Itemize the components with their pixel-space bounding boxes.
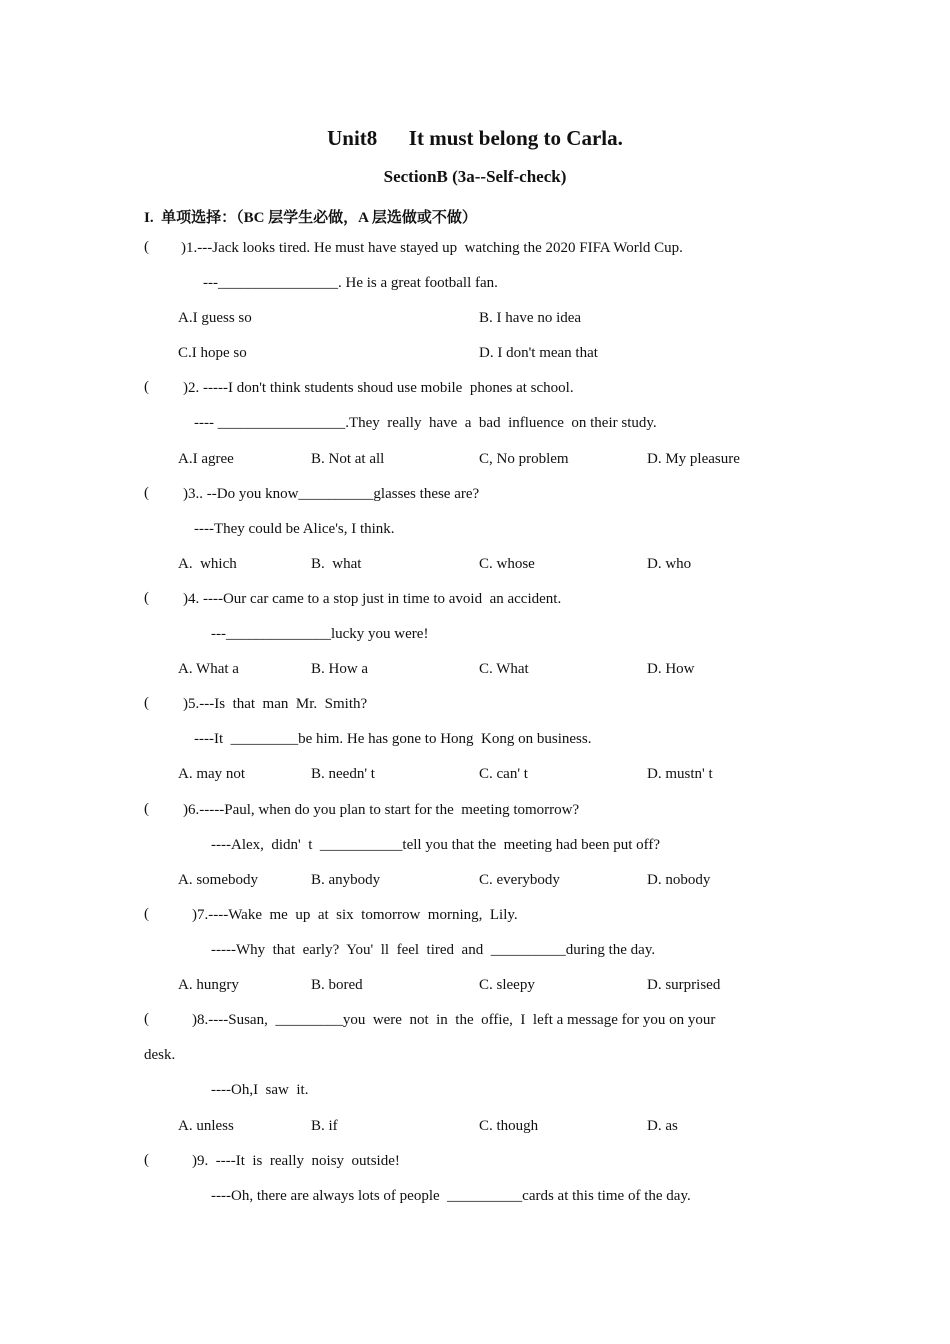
option-a: A.I agree: [178, 451, 234, 467]
question-stem: )7.----Wake me up at six tomorrow morning, Lily.: [192, 907, 518, 923]
page-subtitle: SectionB (3a--Self-check): [383, 167, 567, 186]
answer-bracket: (: [144, 1152, 149, 1168]
option-d: D. nobody: [647, 872, 711, 888]
option-d: D. My pleasure: [647, 451, 740, 467]
option-c: C. can' t: [479, 766, 528, 782]
answer-bracket: (: [144, 379, 149, 395]
option-a: A. which: [178, 556, 237, 572]
question-stem: )1.---Jack looks tired. He must have stayed up watching the 2020 FIFA World Cup.: [181, 240, 683, 256]
question-reply: ----They could be Alice's, I think.: [194, 521, 395, 537]
option-a: A. What a: [178, 661, 239, 677]
page-title: Unit8 It must belong to Carla.: [327, 126, 623, 150]
answer-bracket: (: [144, 239, 149, 255]
question-stem: )3.. --Do you know__________glasses these are?: [183, 486, 480, 502]
option-d: D. who: [647, 556, 692, 572]
option-d: D. I don't mean that: [479, 345, 598, 361]
question-reply: ---________________. He is a great football fan.: [203, 275, 498, 291]
answer-bracket: (: [144, 801, 149, 817]
question-reply: ---- _________________.They really have a bad influence on their study.: [194, 415, 657, 431]
option-b: B. bored: [311, 977, 363, 993]
question-stem: )6.-----Paul, when do you plan to start for the meeting tomorrow?: [183, 802, 580, 818]
option-a: A.I guess so: [178, 310, 252, 326]
option-b: B. if: [311, 1118, 338, 1134]
option-a: A. hungry: [178, 977, 239, 993]
question-stem: )2. -----I don't think students shoud use mobile phones at school.: [183, 380, 574, 396]
option-d: D. as: [647, 1118, 678, 1134]
question-stem-continuation: desk.: [144, 1047, 176, 1063]
option-b: B. How a: [311, 661, 369, 677]
option-a: A. may not: [178, 766, 246, 782]
question-stem: )8.----Susan, _________you were not in the offie, I left a message for you on your: [192, 1012, 716, 1028]
answer-bracket: (: [144, 695, 149, 711]
answer-bracket: (: [144, 485, 149, 501]
option-b: B. anybody: [311, 872, 381, 888]
option-b: B. Not at all: [311, 451, 385, 467]
option-c: C. everybody: [479, 872, 560, 888]
option-c: C. though: [479, 1118, 539, 1134]
option-b: B. I have no idea: [479, 310, 582, 326]
question-stem: )5.---Is that man Mr. Smith?: [183, 696, 368, 712]
option-c: C, No problem: [479, 451, 569, 467]
option-a: A. somebody: [178, 872, 258, 888]
option-b: B. what: [311, 556, 362, 572]
option-c: C. whose: [479, 556, 535, 572]
answer-bracket: (: [144, 906, 149, 922]
section-heading: I. 单项选择：（BC 层学生必做，A 层选做或不做）: [144, 210, 477, 226]
option-c: C. sleepy: [479, 977, 535, 993]
option-c: C.I hope so: [178, 345, 247, 361]
question-reply: ---______________lucky you were!: [211, 626, 429, 642]
question-reply: -----Why that early? You' ll feel tired and __________during the day.: [211, 942, 656, 958]
option-c: C. What: [479, 661, 529, 677]
question-stem: )9. ----It is really noisy outside!: [192, 1153, 400, 1169]
question-reply: ----Oh,I saw it.: [211, 1082, 309, 1098]
question-reply: ----Alex, didn' t ___________tell you that the meeting had been put off?: [211, 837, 660, 853]
option-d: D. mustn' t: [647, 766, 713, 782]
option-d: D. surprised: [647, 977, 721, 993]
option-d: D. How: [647, 661, 695, 677]
option-b: B. needn' t: [311, 766, 375, 782]
answer-bracket: (: [144, 590, 149, 606]
option-a: A. unless: [178, 1118, 234, 1134]
question-reply: ----Oh, there are always lots of people __________cards at this time of the day.: [211, 1188, 691, 1204]
answer-bracket: (: [144, 1011, 149, 1027]
question-reply: ----It _________be him. He has gone to Hong Kong on business.: [194, 731, 592, 747]
question-stem: )4. ----Our car came to a stop just in time to avoid an accident.: [183, 591, 562, 607]
